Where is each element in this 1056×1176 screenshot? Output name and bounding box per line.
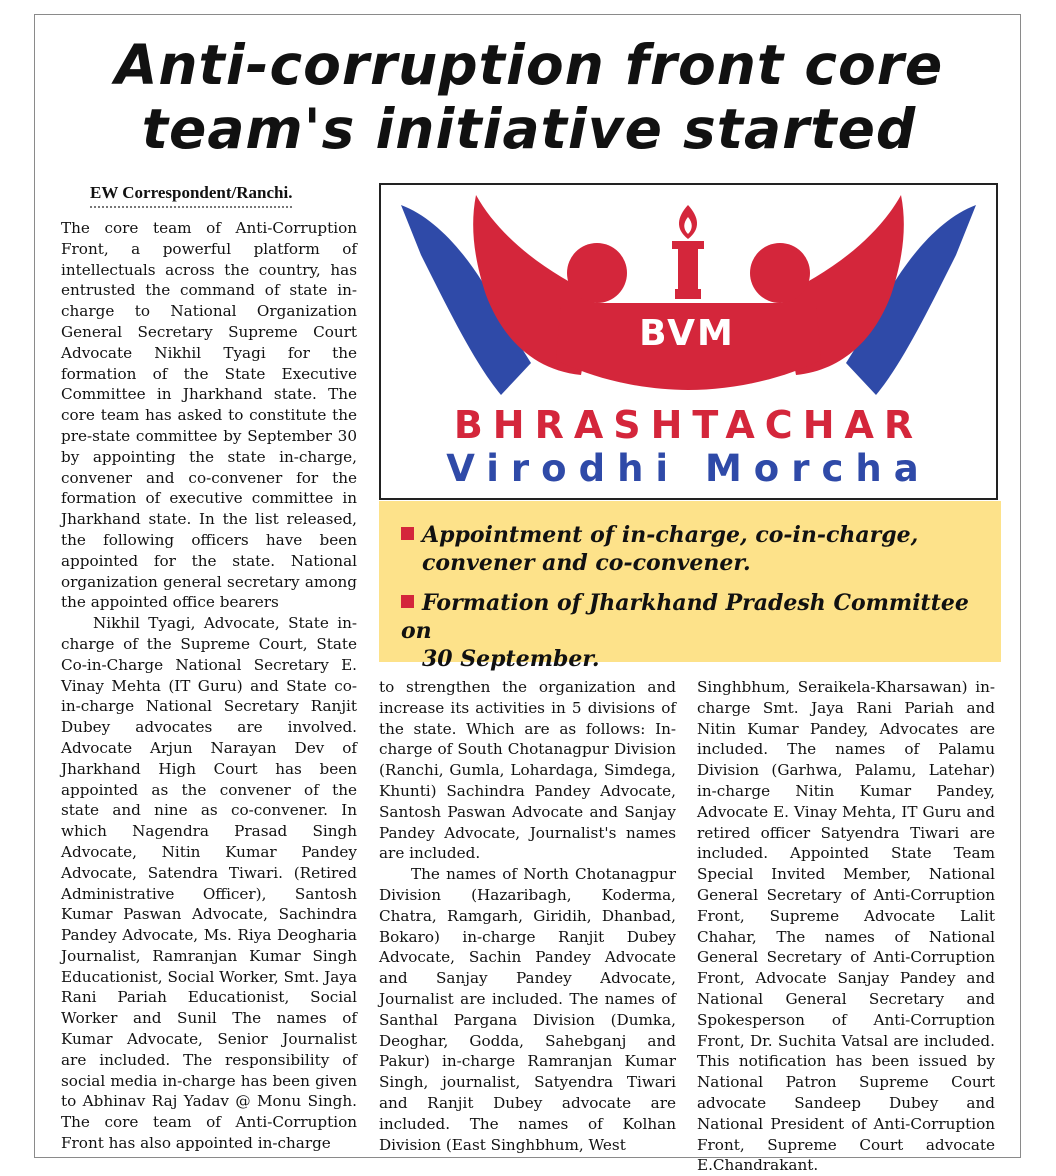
- highlight-item-1-line-2: convener and co-convener.: [422, 550, 751, 576]
- bvm-badge-text: BVM: [639, 313, 735, 354]
- article-column-2: [379, 677, 676, 1155]
- highlight-item-1-line-1: Appointment of in-charge, co-in-charge,: [422, 522, 919, 548]
- highlight-box: [379, 501, 1001, 672]
- highlight-item-2-line-2: 30 September.: [422, 646, 600, 672]
- highlight-item-2: [401, 589, 1001, 673]
- red-square-bullet-icon: [401, 527, 414, 540]
- article-column-3: [697, 677, 995, 1176]
- byline: EW Correspondent/Ranchi.: [90, 183, 292, 208]
- newspaper-clipping: [34, 14, 1021, 1175]
- column-1-paragraph-1: The core team of Anti-Corruption Front, a powerful platform of intellectuals across the country, has entrusted the command of state in-charge to National Organization General Secretary Supreme Court Advocate Nikhil Tyagi for the formation of the State Executive Committee in Jharkhand state. The core team has asked to constitute the pre-state committee by September 30 by appointing the state in-charge, convener and co-convener for the formation of executive committee in Jharkhand state. In the list released, the following officers have been appointed for the state. National organization general secretary among the appointed office bearers: [61, 219, 357, 612]
- red-square-bullet-icon: [401, 595, 414, 608]
- column-2-paragraph-2: The names of North Chotanagpur Division (Hazaribagh, Koderma, Chatra, Ramgarh, Giridih, Dhanbad, Bokaro) in-charge Ranjit Dubey Advocate, Sachin Pandey Advocate and Sanjay Pandey Advocate, Journalist are included. The names of Santhal Pargana Division (Dumka, Deoghar, Godda, Sahebganj and Pakur) in-charge Ramranjan Kumar Singh, journalist, Satyendra Tiwari and Ranjit Dubey advocate are included. The names of Kolhan Division (East Singhbhum, West: [379, 865, 676, 1154]
- headline-line-1: Anti-corruption front core: [114, 33, 944, 97]
- headline: [49, 33, 1009, 161]
- bvm-logo-image: [379, 183, 998, 500]
- article-column-1: [61, 218, 357, 1154]
- logo-word-bhrashtachar: BHRASHTACHAR: [453, 403, 924, 447]
- highlight-item-2-line-1: Formation of Jharkhand Pradesh Committee on: [401, 590, 969, 644]
- headline-line-2: team's initiative started: [141, 97, 917, 161]
- column-3-paragraph-1: Singhbhum, Seraikela-Kharsawan) in-charge Smt. Jaya Rani Pariah and Nitin Kumar Pandey, Advocates are included. The names of Palamu Division (Garhwa, Palamu, Latehar) in-charge Nitin Kumar Pandey, Advocate E. Vinay Mehta, IT Guru and retired officer Satyendra Tiwari are included. Appointed State Team Special Invited Member, National General Secretary of Anti-Corruption Front, Supreme Advocate Lalit Chahar, The names of National General Secretary of Anti-Corruption Front, Advocate Sanjay Pandey and National General Secretary and Spokesperson of Anti-Corruption Front, Dr. Suchita Vatsal are included. This notification has been issued by National Patron Supreme Court advocate Sandeep Dubey and National President of Anti-Corruption Front, Supreme Court advocate E.Chandrakant.: [697, 678, 995, 1175]
- column-2-paragraph-1: to strengthen the organization and increase its activities in 5 divisions of the state. Which are as follows: In-charge of South Chotanagpur Division (Ranchi, Gumla, Lohardaga, Simdega, Khunti) Sachindra Pandey Advocate, Santosh Paswan Advocate and Sanjay Pandey Advocate, Journalist's names are included.: [379, 678, 676, 863]
- highlight-item-1: [401, 521, 918, 577]
- logo-word-virodhi-morcha: Virodhi Morcha: [446, 447, 931, 490]
- column-1-paragraph-2: Nikhil Tyagi, Advocate, State in-charge of the Supreme Court, State Co-in-Charge National Secretary E. Vinay Mehta (IT Guru) and State co-in-charge National Secretary Ranjit Dubey advocates are involved. Advocate Arjun Narayan Dev of Jharkhand High Court has been appointed as the convener of the state and nine as co-convener. In which Nagendra Prasad Singh Advocate, Nitin Kumar Pandey Advocate, Satendra Tiwari. (Retired Administrative Officer), Santosh Kumar Paswan Advocate, Sachindra Pandey Advocate, Ms. Riya Deogharia Journalist, Ramranjan Kumar Singh Educationist, Social Worker, Smt. Jaya Rani Pariah Educationist, Social Worker and Sunil The names of Kumar Advocate, Senior Journalist are included. The responsibility of social media in-charge has been given to Abhinav Raj Yadav @ Monu Singh. The core team of Anti-Corruption Front has also appointed in-charge: [61, 614, 357, 1153]
